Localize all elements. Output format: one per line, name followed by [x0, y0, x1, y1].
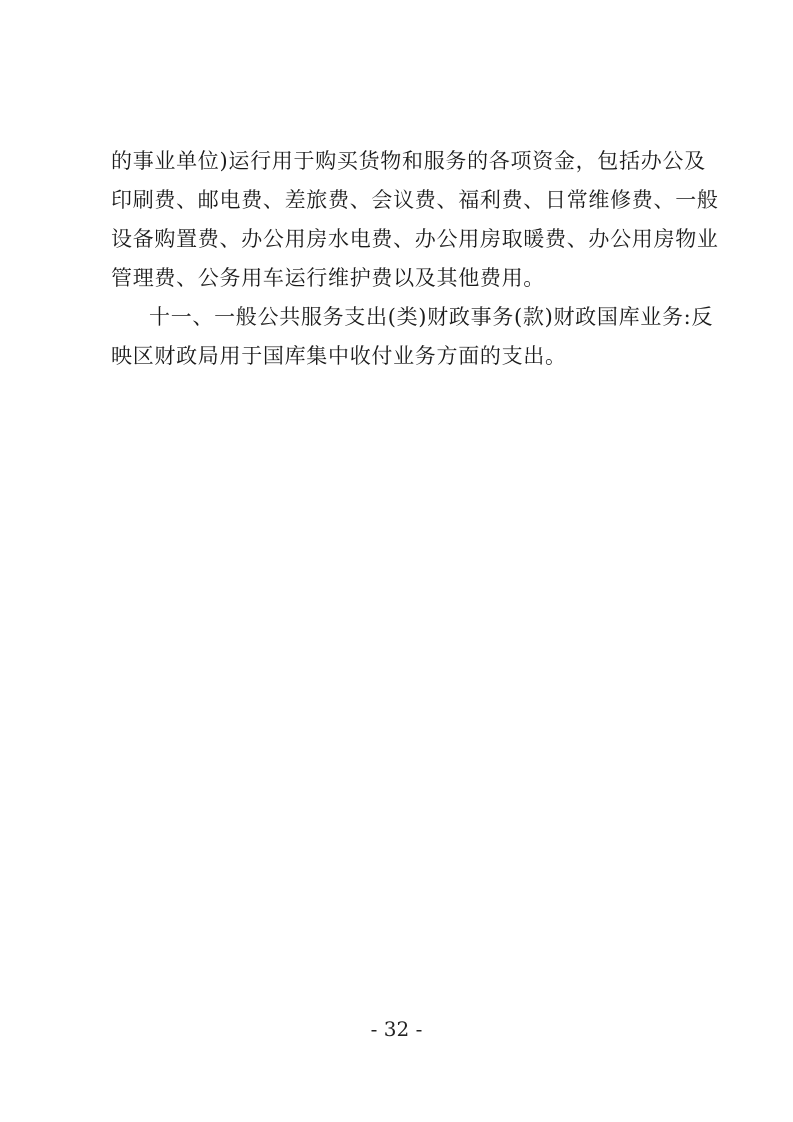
text-line: 映区财政局用于国库集中收付业务方面的支出。 — [111, 344, 567, 368]
text-line: 印刷费、邮电费、差旅费、会议费、福利费、日常维修费、一般 — [111, 188, 719, 212]
page-number: - 32 - — [370, 1017, 423, 1041]
text-line: 管理费、公务用车运行维护费以及其他费用。 — [111, 266, 545, 290]
body-text — [111, 142, 719, 376]
text-line: 的事业单位)运行用于购买货物和服务的各项资金，包括办公及 — [111, 149, 706, 173]
text-line: 十一、一般公共服务支出(类)财政事务(款)财政国库业务:反 — [149, 305, 714, 329]
text-line: 设备购置费、办公用房水电费、办公用房取暖费、办公用房物业 — [111, 227, 719, 251]
